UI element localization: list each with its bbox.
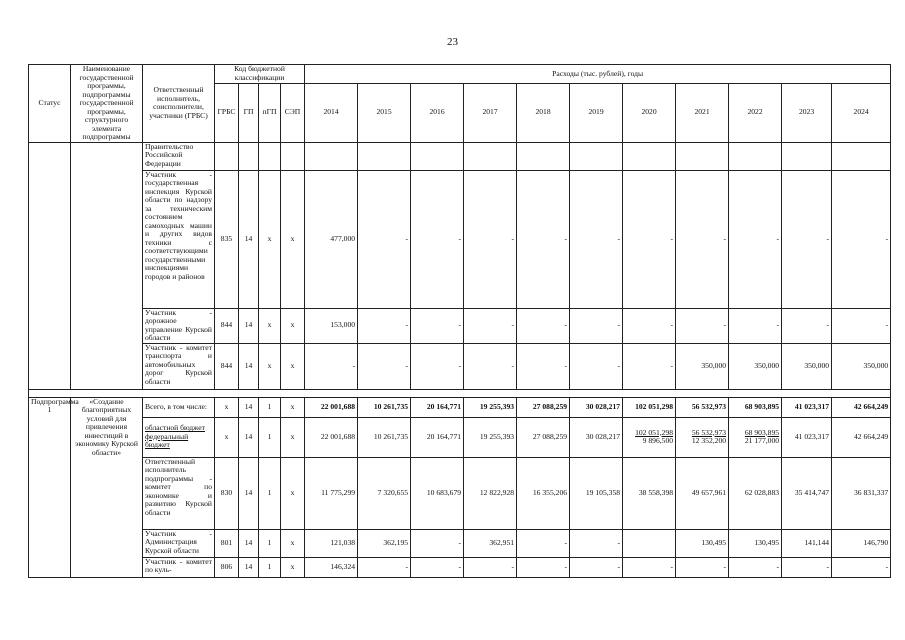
value-cell xyxy=(729,417,782,457)
value-cell: - xyxy=(729,170,782,308)
value-cell: 350,000 xyxy=(832,343,891,389)
value-cell: - xyxy=(570,529,623,557)
header-name: Наименование государственной программы, подпрограммы государственной программы, структурного элемента подпрограммы xyxy=(71,65,143,143)
value-cell: - xyxy=(623,308,676,343)
value-cell xyxy=(832,142,891,170)
value-cell xyxy=(570,142,623,170)
value-cell: 20 164,771 xyxy=(411,417,464,457)
value-cell: - xyxy=(676,308,729,343)
value-cell: - xyxy=(411,170,464,308)
value-cell: 362,195 xyxy=(358,529,411,557)
pgp-cell xyxy=(259,142,281,170)
value-cell: 350,000 xyxy=(729,343,782,389)
value-cell: 7 320,655 xyxy=(358,457,411,529)
grbs-cell: 844 xyxy=(215,343,239,389)
gp-cell: 14 xyxy=(239,308,259,343)
pgp-cell: 1 xyxy=(259,457,281,529)
value-federal: 21 177,000 xyxy=(744,436,780,445)
value-cell: 350,000 xyxy=(782,343,832,389)
value-cell: 10 683,679 xyxy=(411,457,464,529)
table-row xyxy=(29,343,891,389)
value-cell xyxy=(411,142,464,170)
value-cell: 130,495 xyxy=(676,529,729,557)
header-year: 2021 xyxy=(676,83,729,142)
value-federal: 9 896,500 xyxy=(642,436,674,445)
gp-cell: 14 xyxy=(239,417,259,457)
value-cell: 153,000 xyxy=(305,308,358,343)
header-year: 2015 xyxy=(358,83,411,142)
value-cell: - xyxy=(570,343,623,389)
value-cell: - xyxy=(832,557,891,577)
value-cell: 22 001,688 xyxy=(305,417,358,457)
budget-federal-label: федеральный бюджет xyxy=(145,431,189,450)
value-cell: - xyxy=(411,557,464,577)
value-regional: 68 903,895 xyxy=(744,427,780,437)
value-cell: 12 822,928 xyxy=(464,457,517,529)
grbs-cell: 844 xyxy=(215,308,239,343)
pgp-cell: 1 xyxy=(259,397,281,417)
header-sep: СЭП xyxy=(281,83,305,142)
value-regional: 56 532,973 xyxy=(691,427,727,437)
sep-cell: x xyxy=(281,557,305,577)
value-cell: - xyxy=(517,343,570,389)
value-cell xyxy=(623,417,676,457)
value-cell: 146,790 xyxy=(832,529,891,557)
budget-regional-label: областной бюджет xyxy=(145,423,205,433)
value-cell: 19 255,393 xyxy=(464,417,517,457)
value-cell xyxy=(782,142,832,170)
spacer-row xyxy=(29,389,891,397)
value-cell: 42 664,249 xyxy=(832,417,891,457)
value-cell: 10 261,735 xyxy=(358,417,411,457)
value-cell: - xyxy=(411,308,464,343)
subprogram-name: «Создание благоприятных условий для привлечения инвестиций в экономику Курской области» xyxy=(71,397,143,577)
header-year: 2017 xyxy=(464,83,517,142)
value-cell: 10 261,735 xyxy=(358,397,411,417)
value-cell xyxy=(676,417,729,457)
header-expenses: Расходы (тыс. рублей), годы xyxy=(305,65,891,84)
gp-cell: 14 xyxy=(239,529,259,557)
value-cell: 130,495 xyxy=(729,529,782,557)
name-cell xyxy=(71,142,143,389)
value-cell: - xyxy=(411,529,464,557)
table-row xyxy=(29,170,891,308)
pgp-cell: 1 xyxy=(259,557,281,577)
value-cell: 146,324 xyxy=(305,557,358,577)
value-cell: - xyxy=(570,308,623,343)
sep-cell: x xyxy=(281,457,305,529)
value-cell xyxy=(676,142,729,170)
gp-cell: 14 xyxy=(239,397,259,417)
executor-cell: Участник - Администрация Курской области xyxy=(143,529,215,557)
grbs-cell: x xyxy=(215,397,239,417)
sep-cell: x xyxy=(281,170,305,308)
grbs-cell: 806 xyxy=(215,557,239,577)
value-cell xyxy=(464,142,517,170)
header-year: 2020 xyxy=(623,83,676,142)
value-cell: - xyxy=(358,170,411,308)
value-cell: 35 414,747 xyxy=(782,457,832,529)
value-cell: 16 355,206 xyxy=(517,457,570,529)
header-year: 2023 xyxy=(782,83,832,142)
header-status: Статус xyxy=(29,65,71,143)
table-row xyxy=(29,308,891,343)
value-cell: 141,144 xyxy=(782,529,832,557)
value-cell: - xyxy=(676,557,729,577)
value-cell: - xyxy=(464,557,517,577)
value-cell: 102 051,298 xyxy=(623,397,676,417)
executor-cell: Участник - дорожное управление Курской области xyxy=(143,308,215,343)
grbs-cell: 830 xyxy=(215,457,239,529)
value-federal: 12 352,200 xyxy=(691,436,727,445)
value-cell xyxy=(305,142,358,170)
value-cell: 38 558,398 xyxy=(623,457,676,529)
value-cell xyxy=(358,142,411,170)
header-year: 2022 xyxy=(729,83,782,142)
table-row xyxy=(29,142,891,170)
executor-cell xyxy=(143,417,215,457)
value-cell xyxy=(623,529,676,557)
header-year: 2014 xyxy=(305,83,358,142)
value-cell: 56 532,973 xyxy=(676,397,729,417)
value-cell: 20 164,771 xyxy=(411,397,464,417)
value-cell: 11 775,299 xyxy=(305,457,358,529)
value-cell: - xyxy=(623,343,676,389)
header-year: 2019 xyxy=(570,83,623,142)
value-cell: 27 088,259 xyxy=(517,417,570,457)
table-row xyxy=(29,557,891,577)
executor-cell: Всего, в том числе: xyxy=(143,397,215,417)
value-cell: 49 657,961 xyxy=(676,457,729,529)
value-cell xyxy=(517,142,570,170)
sep-cell: x xyxy=(281,343,305,389)
grbs-cell: 835 xyxy=(215,170,239,308)
header-pgp: пГП xyxy=(259,83,281,142)
status-cell xyxy=(29,142,71,389)
value-cell: 19 255,393 xyxy=(464,397,517,417)
grbs-cell: 801 xyxy=(215,529,239,557)
subprogram-status: Подпрограмма 1 xyxy=(29,397,71,577)
sep-cell: x xyxy=(281,397,305,417)
pgp-cell: x xyxy=(259,308,281,343)
sep-cell xyxy=(281,142,305,170)
value-regional: 102 051,298 xyxy=(635,427,674,437)
pgp-cell: 1 xyxy=(259,529,281,557)
value-cell: - xyxy=(411,343,464,389)
header-gp: ГП xyxy=(239,83,259,142)
executor-cell: Ответственный исполнитель подпрограммы - комитет по экономике и развитию Курской области xyxy=(143,457,215,529)
grbs-cell: x xyxy=(215,417,239,457)
value-cell: 68 903,895 xyxy=(729,397,782,417)
value-cell: 62 028,883 xyxy=(729,457,782,529)
value-cell: - xyxy=(676,170,729,308)
value-cell: - xyxy=(358,343,411,389)
value-cell: 27 088,259 xyxy=(517,397,570,417)
value-cell: 41 023,317 xyxy=(782,397,832,417)
value-cell: 30 028,217 xyxy=(570,417,623,457)
page-number: 23 xyxy=(447,36,458,48)
header-year: 2024 xyxy=(832,83,891,142)
value-cell: 19 105,358 xyxy=(570,457,623,529)
value-cell: 42 664,249 xyxy=(832,397,891,417)
value-cell: - xyxy=(832,308,891,343)
table-row xyxy=(29,397,891,417)
gp-cell xyxy=(239,142,259,170)
grbs-cell xyxy=(215,142,239,170)
value-cell: - xyxy=(464,308,517,343)
value-cell: 22 001,688 xyxy=(305,397,358,417)
table-row xyxy=(29,457,891,529)
value-cell: - xyxy=(358,557,411,577)
value-cell: - xyxy=(517,557,570,577)
value-cell: - xyxy=(517,170,570,308)
value-cell: - xyxy=(464,343,517,389)
gp-cell: 14 xyxy=(239,457,259,529)
value-cell: - xyxy=(305,343,358,389)
value-cell: - xyxy=(782,557,832,577)
budget-table xyxy=(28,64,891,578)
executor-cell: Участник - комитет по куль- xyxy=(143,557,215,577)
value-cell: - xyxy=(570,170,623,308)
gp-cell: 14 xyxy=(239,170,259,308)
value-cell: 41 023,317 xyxy=(782,417,832,457)
value-cell xyxy=(623,142,676,170)
table-row xyxy=(29,529,891,557)
value-cell: - xyxy=(782,308,832,343)
sep-cell: x xyxy=(281,308,305,343)
value-cell: 36 831,337 xyxy=(832,457,891,529)
executor-cell: Правительство Российской Федерации xyxy=(143,142,215,170)
value-cell xyxy=(729,142,782,170)
sep-cell: x xyxy=(281,417,305,457)
value-cell: 362,951 xyxy=(464,529,517,557)
value-cell: - xyxy=(623,170,676,308)
gp-cell: 14 xyxy=(239,343,259,389)
value-cell: - xyxy=(358,308,411,343)
value-cell: - xyxy=(729,308,782,343)
pgp-cell: x xyxy=(259,343,281,389)
value-cell: 350,000 xyxy=(676,343,729,389)
table-row xyxy=(29,417,891,457)
value-cell: - xyxy=(832,170,891,308)
value-cell: 30 028,217 xyxy=(570,397,623,417)
sep-cell: x xyxy=(281,529,305,557)
value-cell: - xyxy=(782,170,832,308)
value-cell: 121,038 xyxy=(305,529,358,557)
value-cell: - xyxy=(517,529,570,557)
value-cell: - xyxy=(464,170,517,308)
header-year: 2016 xyxy=(411,83,464,142)
header-executor: Ответственный исполнитель, соисполнители, участники (ГРБС) xyxy=(143,65,215,143)
pgp-cell: 1 xyxy=(259,417,281,457)
value-cell: 477,000 xyxy=(305,170,358,308)
header-grbs: ГРБС xyxy=(215,83,239,142)
header-year: 2018 xyxy=(517,83,570,142)
pgp-cell: x xyxy=(259,170,281,308)
gp-cell: 14 xyxy=(239,557,259,577)
value-cell: - xyxy=(517,308,570,343)
value-cell: - xyxy=(623,557,676,577)
header-budget-code: Код бюджетной классификации xyxy=(215,65,305,84)
executor-cell: Участник - комитет транспорта и автомобильных дорог Курской области xyxy=(143,343,215,389)
value-cell: - xyxy=(570,557,623,577)
value-cell: - xyxy=(729,557,782,577)
executor-cell: Участник - государственная инспекция Курской области по надзору за техническим состоянием самоходных машин и других видов техники с соответствующими государственными инспекциями городов и районов xyxy=(143,170,215,308)
